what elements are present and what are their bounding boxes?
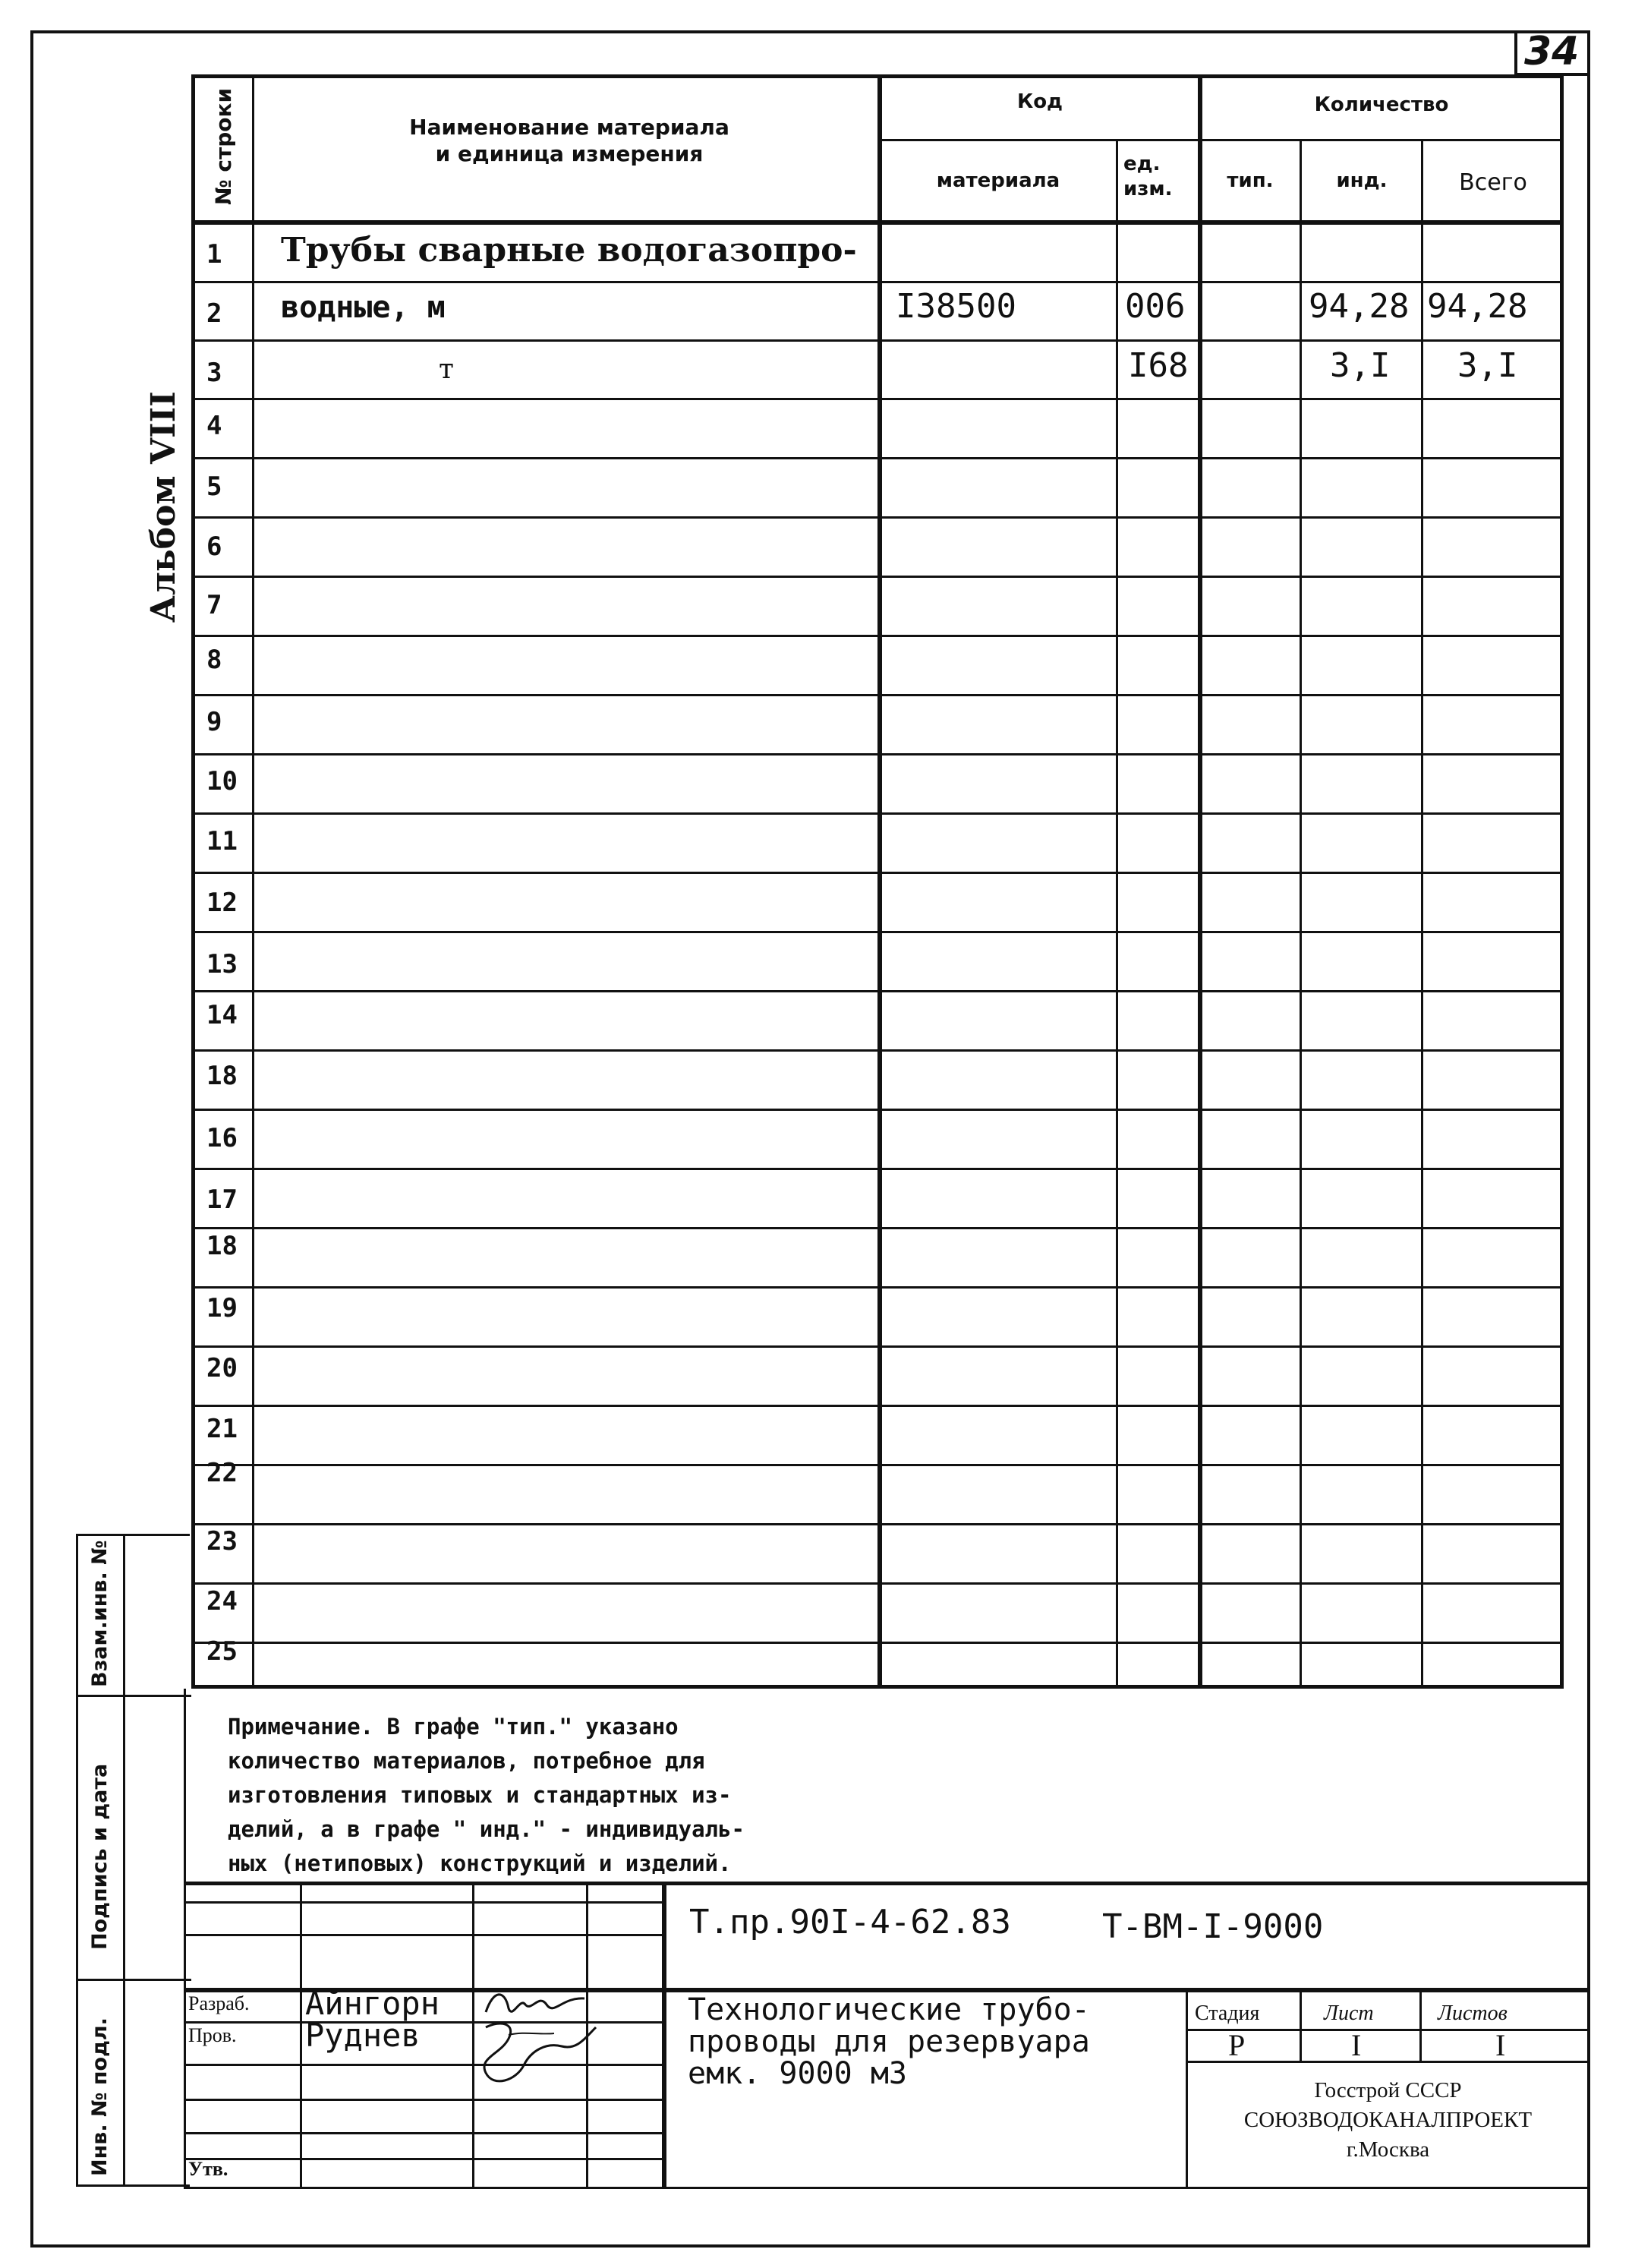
col-line-unit [1198, 74, 1202, 1689]
header-code-unit: ед. изм. [1123, 153, 1173, 200]
row-line [191, 931, 1564, 933]
col-line-typ [1300, 139, 1302, 1689]
row-number: 7 [206, 590, 222, 620]
row-3-name: т [439, 354, 454, 385]
row-number: 10 [206, 766, 238, 796]
row-line [191, 281, 1564, 283]
row-2-name: водные, м [281, 290, 446, 325]
row-line [191, 1227, 1564, 1229]
tb-divider-main [662, 1882, 666, 2187]
sheet-value: I [1351, 2028, 1362, 2062]
role-label: Разраб. [188, 1992, 250, 2014]
row-line [191, 635, 1564, 637]
tb-row [184, 2099, 662, 2101]
row-2-material: I38500 [896, 287, 1016, 326]
sheets-value: I [1495, 2028, 1506, 2062]
row-line [191, 398, 1564, 400]
stamp-vzam: Взам.инв. № [88, 1540, 112, 1687]
row-line [191, 1582, 1564, 1585]
row-line [191, 516, 1564, 519]
row-number: 9 [206, 707, 222, 737]
tb-col [300, 1882, 302, 2187]
row-number: 24 [206, 1586, 238, 1617]
row-number: 2 [206, 298, 222, 329]
sheets-label: Листов [1438, 2001, 1508, 2025]
tb-row [184, 2158, 662, 2160]
row-number: 20 [206, 1353, 238, 1383]
name-checker: Руднев [305, 2017, 421, 2054]
row-1-name: Трубы сварные водогазопро- [281, 231, 857, 270]
row-line [191, 1109, 1564, 1111]
footnote: Примечание. В графе "тип." указано количество материалов, потребное для изготовления типовых и стандартных из- делий, а в графе " инд." - индивидуаль- ных (нетиповых) конструкций и изделий. [228, 1714, 745, 1876]
album-label: Альбом VIII [144, 391, 183, 623]
header-row-no: № строки [211, 87, 236, 205]
row-3-ind: 3,I [1330, 346, 1391, 385]
header-qty-ind: инд. [1336, 169, 1388, 192]
row-number: 21 [206, 1414, 238, 1444]
row-line [191, 576, 1564, 578]
row-line [191, 1464, 1564, 1466]
row-number: 16 [206, 1123, 238, 1153]
row-number: 13 [206, 949, 238, 979]
row-number: 5 [206, 472, 222, 502]
row-line [191, 457, 1564, 459]
sheet-code: Т-ВМ-I-9000 [1102, 1907, 1324, 1946]
row-line [191, 1642, 1564, 1644]
row-number: 14 [206, 1000, 238, 1030]
tb-stage-col [1419, 1988, 1422, 2061]
tb-stage-row [1186, 2029, 1590, 2031]
row-number: 4 [206, 411, 222, 441]
tb-row [184, 1901, 662, 1904]
col-line-no [252, 74, 254, 1689]
row-number: 18 [206, 1231, 238, 1261]
row-number: 6 [206, 532, 222, 562]
row-number: 22 [206, 1458, 238, 1488]
header-code: Код [1016, 90, 1063, 113]
header-mid-line [879, 139, 1564, 141]
row-number: 23 [206, 1526, 238, 1557]
stamp-inv: Инв. № подл. [88, 2017, 112, 2176]
row-line [191, 694, 1564, 696]
sheet-number: 34 [1524, 29, 1580, 74]
signature-checker [455, 2012, 600, 2096]
role-label: Утв. [188, 2158, 228, 2180]
row-line [191, 339, 1564, 342]
left-stamp-line [76, 1695, 191, 1697]
row-number: 25 [206, 1636, 238, 1667]
row-number: 19 [206, 1293, 238, 1323]
header-name: Наименование материала и единица измерения [409, 115, 729, 166]
header-code-material: материала [936, 169, 1060, 192]
row-number: 1 [206, 239, 222, 270]
row-line [191, 812, 1564, 815]
tb-stage-col [1300, 1988, 1302, 2061]
row-number: 3 [206, 358, 222, 388]
stage-label: Стадия [1195, 2001, 1260, 2025]
stage-value: Р [1228, 2028, 1246, 2062]
left-stamp-line [76, 1979, 191, 1981]
row-line [191, 753, 1564, 755]
row-line [191, 1523, 1564, 1525]
row-number: 18 [206, 1061, 238, 1091]
header-qty-total: Всего [1459, 169, 1527, 196]
col-line-material [1116, 139, 1118, 1689]
row-2-unit: 006 [1125, 287, 1186, 326]
tb-row [184, 1934, 662, 1936]
row-line [191, 1405, 1564, 1407]
row-3-total: 3,I [1457, 346, 1518, 385]
row-line [191, 1049, 1564, 1052]
header-quantity: Количество [1314, 93, 1449, 116]
row-line [191, 872, 1564, 874]
left-stamp-divider [123, 1534, 125, 2187]
organization: Госстрой СССР СОЮЗВОДОКАНАЛПРОЕКТ г.Москва [1243, 2078, 1533, 2162]
row-line [191, 1286, 1564, 1289]
drawing-title: Технологические трубо- проводы для резервуара емк. 9000 м3 [688, 1992, 1090, 2091]
row-number: 12 [206, 888, 238, 918]
role-label: Пров. [188, 2024, 237, 2046]
row-number: 8 [206, 645, 222, 675]
row-number: 17 [206, 1184, 238, 1215]
name-developer: Айнгорн [305, 1985, 440, 2022]
tb-row [184, 2132, 662, 2134]
row-line [191, 1168, 1564, 1170]
stamp-podpis: Подпись и дата [88, 1763, 112, 1950]
row-number: 11 [206, 826, 238, 856]
col-line-name [877, 74, 882, 1689]
tb-line [184, 2187, 1590, 2189]
row-2-ind: 94,28 [1309, 287, 1410, 326]
sheet-label: Лист [1324, 2001, 1374, 2025]
row-2-total: 94,28 [1427, 287, 1528, 326]
row-line [191, 1345, 1564, 1348]
header-qty-typ: тип. [1227, 169, 1274, 192]
tb-left-line [184, 1689, 186, 2187]
row-3-unit: I68 [1128, 346, 1189, 385]
doc-code: Т.пр.90I-4-62.83 [689, 1903, 1011, 1942]
tb-stage-row [1186, 2061, 1590, 2063]
row-line [191, 990, 1564, 992]
col-line-ind [1421, 139, 1423, 1689]
